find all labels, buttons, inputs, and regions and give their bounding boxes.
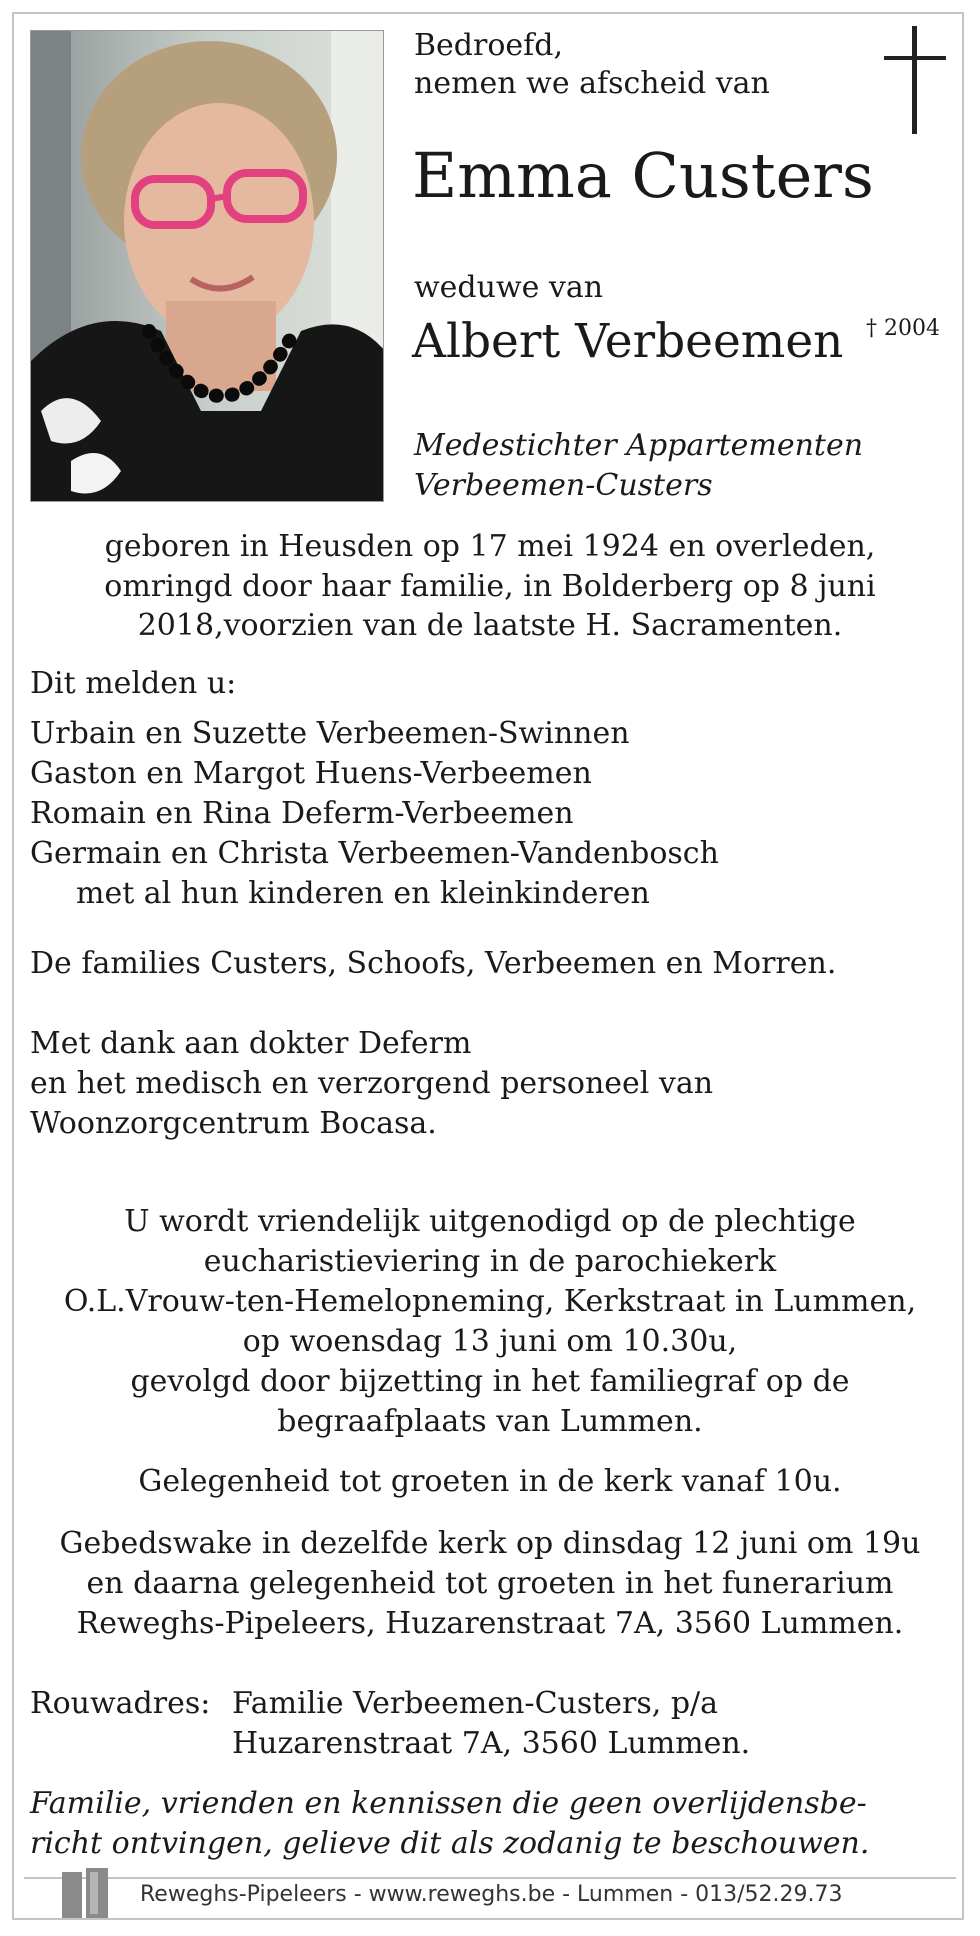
portrait-photo-icon <box>31 31 384 502</box>
founder-line-1: Medestichter Appartementen <box>414 428 864 463</box>
birth-death-line: omringd door haar familie, in Bolderberg op 8 juni <box>104 569 876 604</box>
intro-line-1: Bedroefd, <box>414 28 564 63</box>
ceremony-line: U wordt vriendelijk uitgenodigd op de plechtige <box>124 1204 856 1239</box>
spouse-name: Albert Verbeemen <box>412 314 844 369</box>
vigil-line: Reweghs-Pipeleers, Huzarenstraat 7A, 3560 Lummen. <box>76 1606 904 1641</box>
portrait-photo <box>30 30 384 502</box>
family-member: Gaston en Margot Huens-Verbeemen <box>30 756 592 791</box>
address-line-1: Familie Verbeemen-Custers, p/a <box>232 1686 719 1721</box>
ceremony-line: O.L.Vrouw-ten-Hemelopneming, Kerkstraat in Lummen, <box>63 1284 917 1319</box>
vigil-line: en daarna gelegenheid tot groeten in het funerarium <box>86 1566 894 1601</box>
thanks-line: Met dank aan dokter Deferm <box>30 1026 472 1061</box>
ceremony-line: gevolgd door bijzetting in het familiegraf op de <box>130 1364 850 1399</box>
thanks-line: Woonzorgcentrum Bocasa. <box>30 1106 437 1141</box>
family-member: Germain en Christa Verbeemen-Vandenbosch <box>30 836 719 871</box>
grandchildren-line: met al hun kinderen en kleinkinderen <box>76 876 650 911</box>
deceased-name: Emma Custers <box>412 139 874 212</box>
family-member: Urbain en Suzette Verbeemen-Swinnen <box>30 716 630 751</box>
cross-icon <box>880 26 952 138</box>
founder-line-2: Verbeemen-Custers <box>414 468 713 503</box>
funeral-home-logo <box>58 1868 114 1920</box>
family-member: Romain en Rina Deferm-Verbeemen <box>30 796 574 831</box>
families-line: De families Custers, Schoofs, Verbeemen en Morren. <box>30 946 837 981</box>
footer-text: Reweghs-Pipeleers - www.reweghs.be - Lummen - 013/52.29.73 <box>140 1882 843 1907</box>
ceremony-line: op woensdag 13 juni om 10.30u, <box>242 1324 738 1359</box>
intro-line-2: nemen we afscheid van <box>414 66 770 101</box>
ceremony-line: eucharistieviering in de parochiekerk <box>203 1244 777 1279</box>
ceremony-line: begraafplaats van Lummen. <box>277 1404 703 1439</box>
vigil-line: Gebedswake in dezelfde kerk op dinsdag 12 juni om 19u <box>59 1526 921 1561</box>
announcement-label: Dit melden u: <box>30 666 237 701</box>
thanks-line: en het medisch en verzorgend personeel van <box>30 1066 714 1101</box>
closing-line: richt ontvingen, gelieve dit als zodanig te beschouwen. <box>30 1826 870 1861</box>
birth-death-line: geboren in Heusden op 17 mei 1924 en overleden, <box>104 529 876 564</box>
footer-divider <box>24 1877 956 1879</box>
birth-death-line: 2018,voorzien van de laatste H. Sacramenten. <box>137 608 843 643</box>
address-label: Rouwadres: <box>30 1686 211 1721</box>
greeting-line: Gelegenheid tot groeten in de kerk vanaf 10u. <box>138 1464 842 1499</box>
closing-line: Familie, vrienden en kennissen die geen overlijdensbe- <box>30 1786 867 1821</box>
widow-of-label: weduwe van <box>414 270 604 305</box>
address-line-2: Huzarenstraat 7A, 3560 Lummen. <box>232 1726 751 1761</box>
spouse-death-year: † 2004 <box>866 316 940 341</box>
